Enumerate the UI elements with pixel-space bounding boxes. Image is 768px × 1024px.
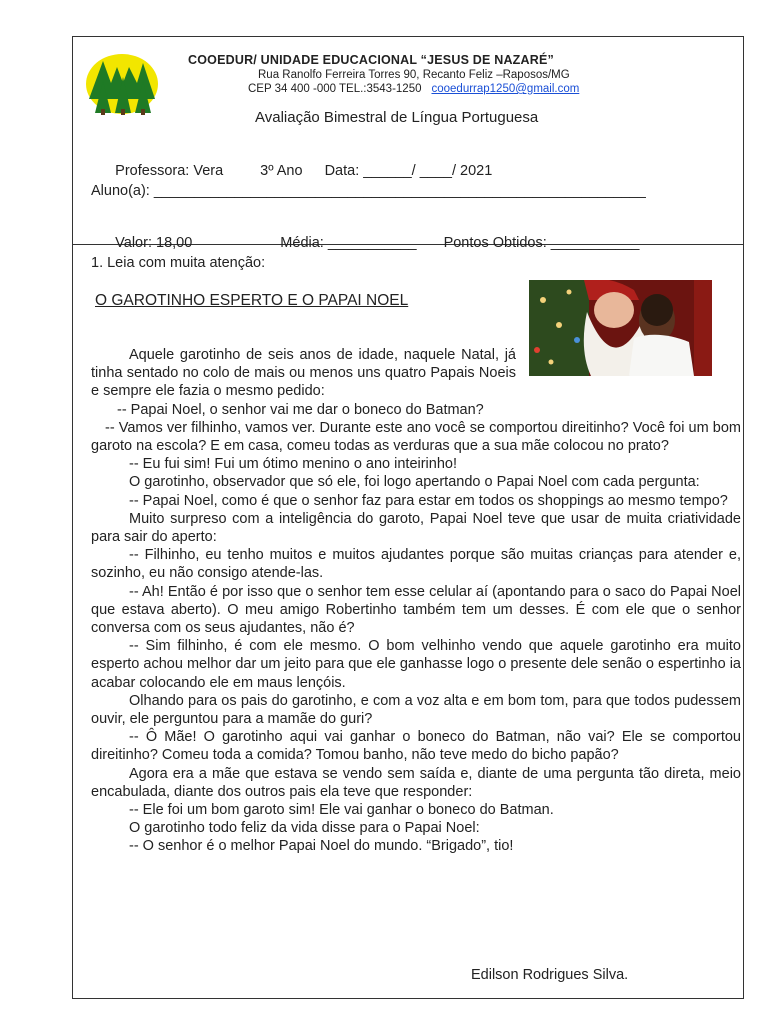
points-field: Pontos Obtidos: ___________: [443, 235, 640, 251]
value-label: Valor: 18,00: [115, 235, 193, 251]
cep-tel: CEP 34 400 -000 TEL.:3543-1250: [248, 83, 422, 95]
story-text: [91, 346, 741, 856]
story-title: O GAROTINHO ESPERTO E O PAPAI NOEL: [95, 292, 409, 309]
story-paragraph: -- Ô Mãe! O garotinho aqui vai ganhar o boneco do Batman, não vai? Ele se comportou direitinho? Comeu toda a comida? Tomou banho, não teve medo do bicho papão?: [91, 729, 741, 764]
story-paragraph: Olhando para os pais do garotinho, e com a voz alta e em bom tom, para que todos pudessem ouvir, ele perguntou para a mamãe do guri?: [91, 692, 741, 728]
grade-label: 3º Ano: [260, 163, 303, 179]
author-name: Edilson Rodrigues Silva.: [471, 967, 629, 983]
student-field: Aluno(a): _____________________________________________________________: [91, 183, 646, 199]
exam-sheet: [72, 36, 744, 999]
school-address: Rua Ranolfo Ferreira Torres 90, Recanto Feliz –Raposos/MG: [258, 69, 570, 81]
story-paragraph: Aquele garotinho de seis anos de idade, naquele Natal, já tinha sentado no colo de mais ou menos uns quatro Papais Noeis e sempre ele fazia o mesmo pedido:: [91, 347, 516, 400]
email-link[interactable]: cooedurrap1250@gmail.com: [431, 83, 580, 95]
story-paragraph: Agora era a mãe que estava se vendo sem saída e, diante de uma pergunta tão direta, meio encabulada, diante dos outros pais ela teve que responder:: [91, 765, 741, 800]
story-paragraph: -- Vamos ver filhinho, vamos ver. Durante este ano você se comportou direitinho? Você foi um bom garoto na escola? E em casa, comeu todas as verduras que a sua mãe colocou no prato?: [91, 419, 741, 455]
teacher-label: Professora: Vera: [115, 163, 224, 179]
story-paragraph: -- Sim filhinho, é com ele mesmo. O bom velhinho vendo que aquele garotinho era muito esperto achou melhor dar um jeito para que ele ganhasse logo o presente dele senão o espertinho ia acabar colocando ele em maus lençóis.: [91, 638, 741, 691]
reading-section: [91, 255, 741, 983]
average-field: Média: ___________: [280, 235, 417, 251]
date-field: Data: ______/ ____/ 2021: [324, 163, 493, 179]
story-paragraph: O garotinho, observador que só ele, foi logo apertando o Papai Noel com cada pergunta:: [129, 474, 700, 491]
story-paragraph: O garotinho todo feliz da vida disse para o Papai Noel:: [129, 820, 480, 837]
story-paragraph: -- Papai Noel, como é que o senhor faz para estar em todos os shoppings ao mesmo tempo?: [129, 492, 728, 509]
school-name: COOEDUR/ UNIDADE EDUCACIONAL “JESUS DE NAZARÉ”: [188, 53, 554, 67]
story-paragraph: -- Papai Noel, o senhor vai me dar o boneco do Batman?: [117, 401, 484, 418]
school-logo-icon: [85, 53, 159, 115]
story-paragraph: -- Eu fui sim! Fui um ótimo menino o ano inteirinho!: [129, 456, 457, 473]
instruction: 1. Leia com muita atenção:: [91, 255, 266, 271]
story-paragraph: -- Filhinho, eu tenho muitos e muitos ajudantes porque são muitas crianças para atender e, sozinho, eu não consigo atende-las.: [91, 547, 741, 582]
story-paragraph: -- Ah! Então é por isso que o senhor tem esse celular aí (apontando para o saco do Papai Noel que estava aberto). O meu amigo Robertinho também tem um desses. É com ele que o senhor conversa com os seus ajudantes, não é?: [91, 583, 741, 637]
story-paragraph: Muito surpreso com a inteligência do garoto, Papai Noel teve que usar de muita criatividade para sair do aperto:: [91, 510, 741, 546]
school-contact: [248, 83, 579, 95]
story-paragraph: -- O senhor é o melhor Papai Noel do mundo. “Brigado”, tio!: [129, 838, 514, 855]
exam-header: [73, 37, 743, 251]
exam-title: Avaliação Bimestral de Língua Portuguesa: [255, 109, 539, 126]
story-paragraph: -- Ele foi um bom garoto sim! Ele vai ganhar o boneco do Batman.: [129, 802, 554, 819]
